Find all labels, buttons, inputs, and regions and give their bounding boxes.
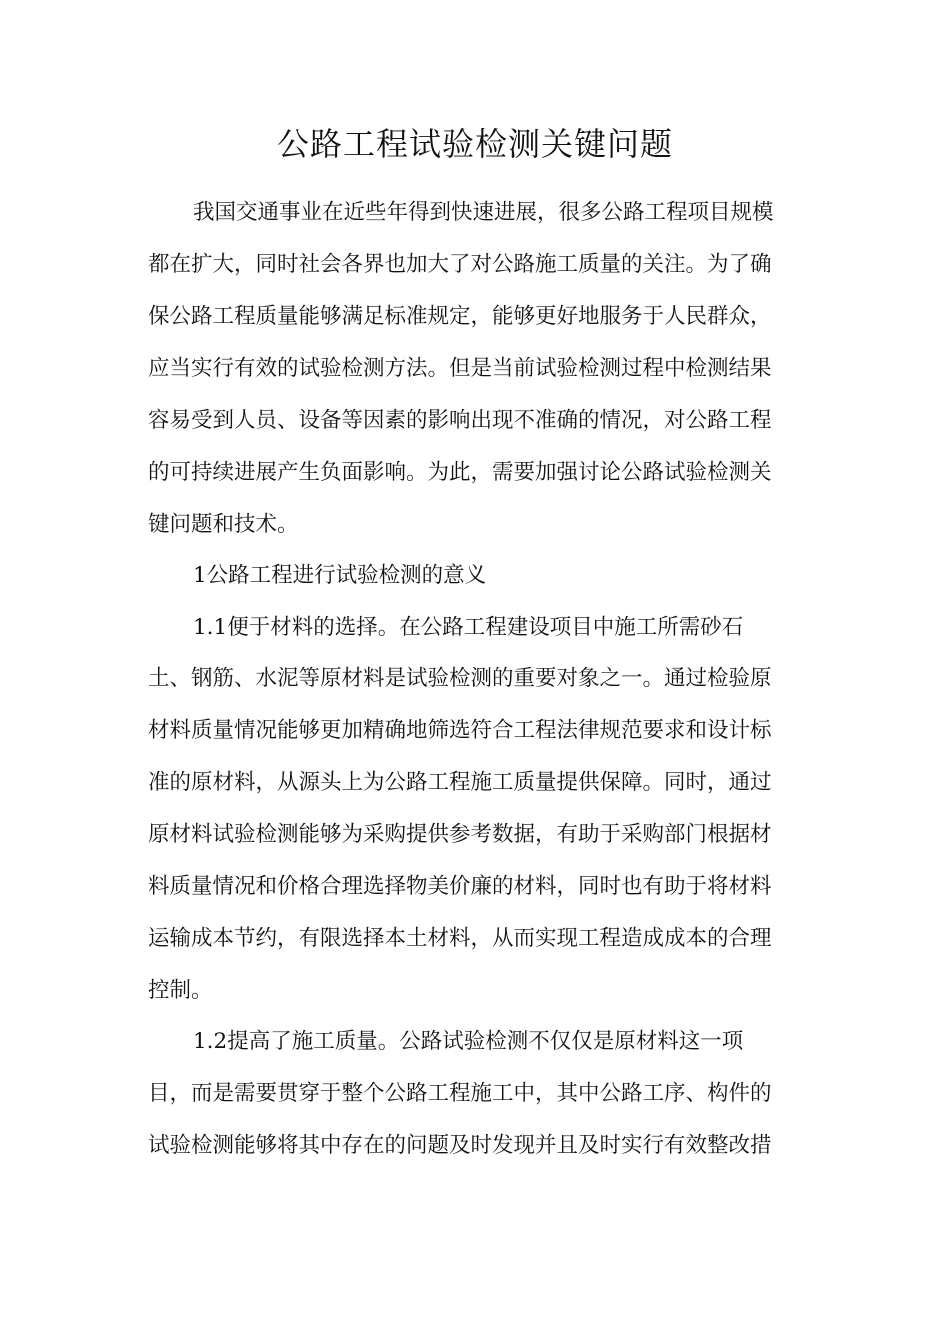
paragraph-line: 1.2提高了施工质量。公路试验检测不仅仅是原材料这一项 bbox=[193, 1029, 744, 1054]
section-heading: 1公路工程进行试验检测的意义 bbox=[193, 563, 487, 588]
paragraph-line: 准的原材料，从源头上为公路工程施工质量提供保障。同时，通过 bbox=[148, 770, 772, 795]
paragraph-line: 我国交通事业在近些年得到快速进展，很多公路工程项目规模 bbox=[193, 200, 774, 225]
paragraph-line: 目，而是需要贯穿于整个公路工程施工中，其中公路工序、构件的 bbox=[148, 1081, 772, 1106]
paragraph-line: 都在扩大，同时社会各界也加大了对公路施工质量的关注。为了确 bbox=[148, 252, 772, 277]
paragraph-line: 1.1便于材料的选择。在公路工程建设项目中施工所需砂石 bbox=[193, 615, 744, 640]
paragraph-line: 运输成本节约，有限选择本土材料，从而实现工程造成成本的合理 bbox=[148, 926, 772, 951]
paragraph-line: 保公路工程质量能够满足标准规定，能够更好地服务于人民群众， bbox=[148, 304, 772, 329]
paragraph-line: 试验检测能够将其中存在的问题及时发现并且及时实行有效整改措 bbox=[148, 1133, 772, 1158]
paragraph-line: 控制。 bbox=[148, 978, 213, 1003]
paragraph-line: 的可持续进展产生负面影响。为此，需要加强讨论公路试验检测关 bbox=[148, 460, 772, 485]
document-title: 公路工程试验检测关键问题 bbox=[276, 125, 673, 163]
paragraph-line: 容易受到人员、设备等因素的影响出现不准确的情况，对公路工程 bbox=[148, 408, 772, 433]
paragraph-line: 应当实行有效的试验检测方法。但是当前试验检测过程中检测结果 bbox=[148, 356, 772, 381]
paragraph-line: 键问题和技术。 bbox=[148, 512, 299, 537]
paragraph-line: 原材料试验检测能够为采购提供参考数据，有助于采购部门根据材 bbox=[148, 822, 772, 847]
paragraph-line: 材料质量情况能够更加精确地筛选符合工程法律规范要求和设计标 bbox=[148, 718, 772, 743]
paragraph-line: 土、钢筋、水泥等原材料是试验检测的重要对象之一。通过检验原 bbox=[148, 666, 772, 691]
paragraph-line: 料质量情况和价格合理选择物美价廉的材料，同时也有助于将材料 bbox=[148, 874, 772, 899]
